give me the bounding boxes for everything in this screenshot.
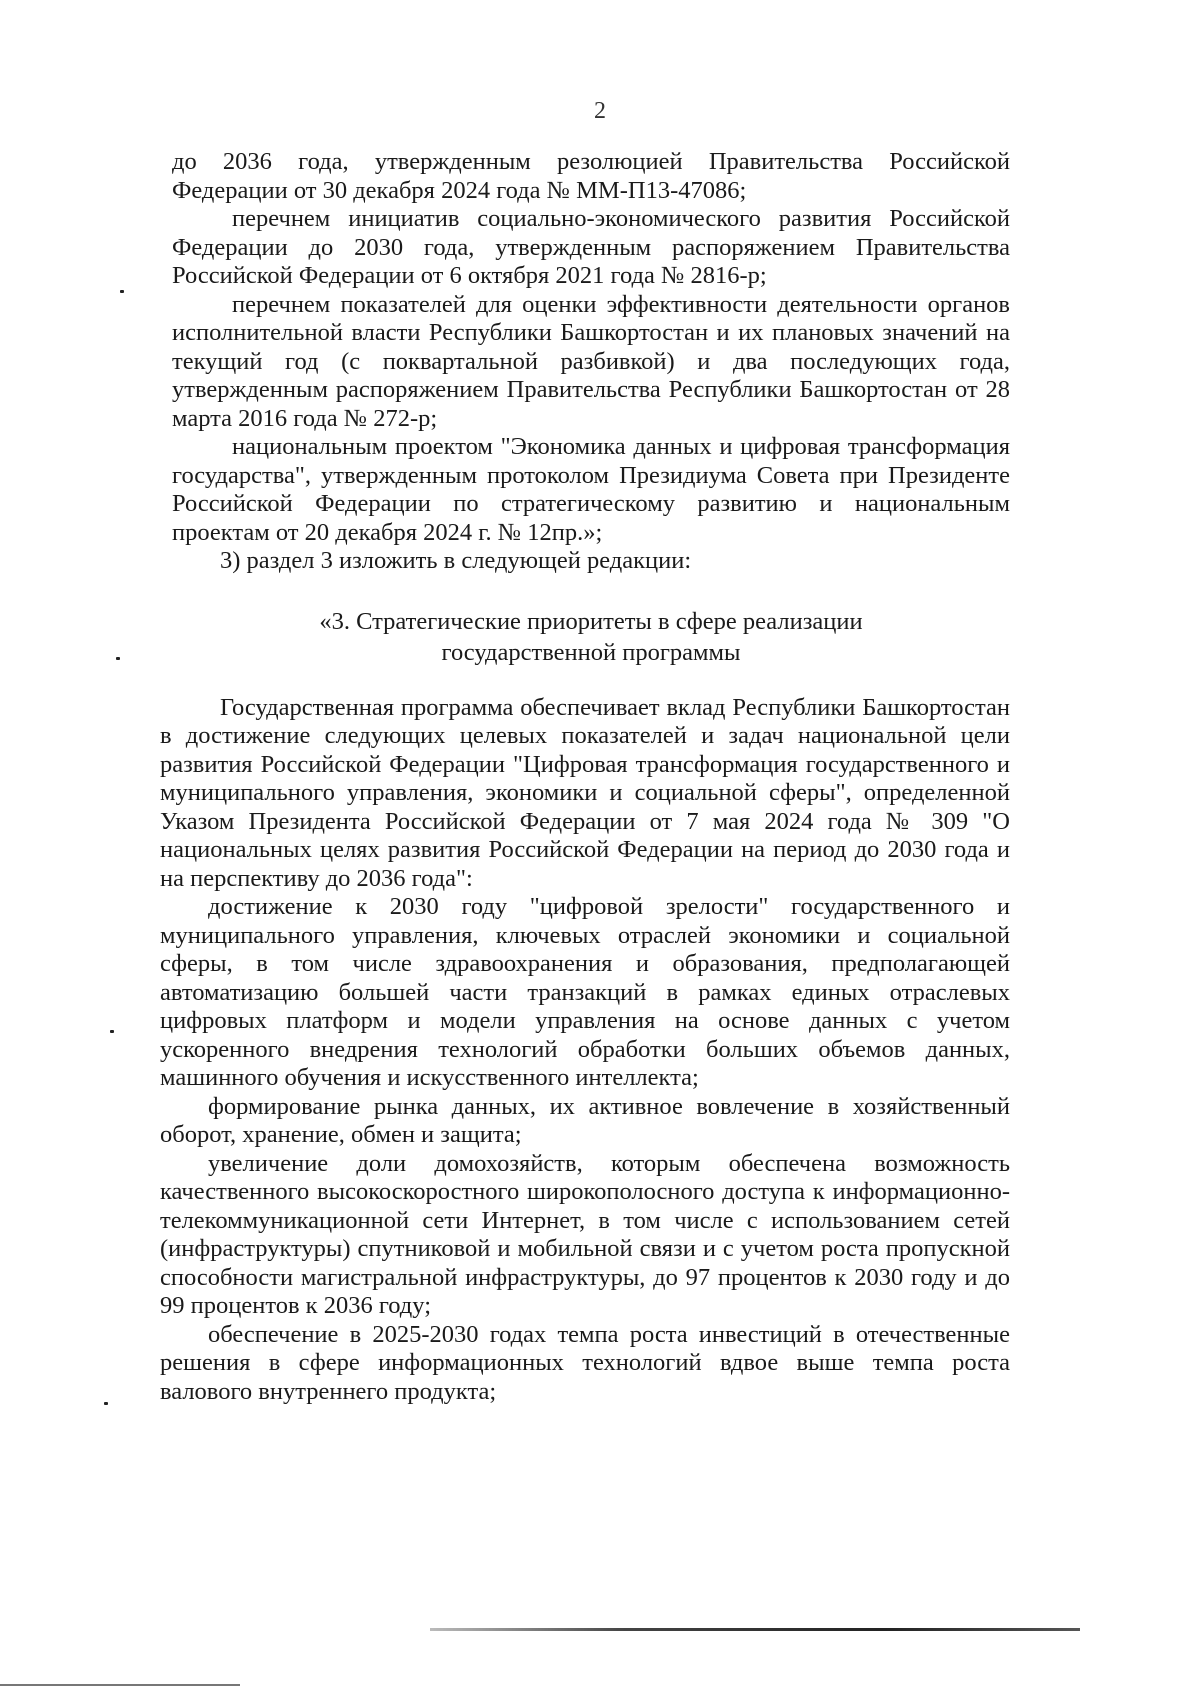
scan-dot-mark xyxy=(120,290,124,293)
scan-dot-mark xyxy=(104,1402,108,1405)
paragraph-digital-maturity: достижение к 2030 году "цифровой зрелости" государственного и муниципального управления, ключевых отраслей экономики и социальной сферы, в том числе здравоохранения и образования, предполагающей автоматизацию большей части транзакций в рамках единых отраслевых цифровых платформ и модели управления на основе данных с учетом ускоренного внедрения технологий обработки больших объемов данных, машинного обучения и искусственного интеллекта; xyxy=(160,893,1010,1091)
scan-edge-line xyxy=(430,1628,1080,1631)
section-title xyxy=(172,606,1010,668)
document-body xyxy=(160,148,1010,1406)
paragraph-initiatives-list: перечнем инициатив социально-экономического развития Российской Федерации до 2030 года, утвержденным распоряжением Правительства Российской Федерации от 6 октября 2021 года № 2816-р; xyxy=(172,205,1010,289)
paragraph-amendment-instruction: 3) раздел 3 изложить в следующей редакции: xyxy=(220,547,692,574)
scan-edge-line-bottom xyxy=(0,1684,240,1686)
scan-dot-mark xyxy=(110,1030,114,1033)
section-title-line-1: «3. Стратегические приоритеты в сфере реализации xyxy=(319,607,863,635)
paragraph-program-contribution: Государственная программа обеспечивает вклад Республики Башкортостан в достижение следующих целевых показателей и задач национальной цели развития Российской Федерации "Цифровая трансформация государственного и муниципального управления, экономики и социальной сферы", определенной Указом Президента Российской Федерации от 7 мая 2024 года № 309 "О национальных целях развития Российской Федерации на период до 2030 года и на перспективу до 2036 года": xyxy=(160,693,1010,892)
section-content xyxy=(160,694,1010,1407)
paragraph-data-market: формирование рынка данных, их активное вовлечение в хозяйственный оборот, хранение, обмен и защита; xyxy=(160,1092,1010,1148)
paragraph-national-project: национальным проектом "Экономика данных и цифровая трансформация государства", утвержденным протоколом Президиума Совета при Президенте Российской Федерации по стратегическому развитию и национальным проектам от 20 декабря 2024 г. № 12пр.»; xyxy=(172,433,1010,546)
page-number: 2 xyxy=(594,98,606,124)
paragraph-indicators-list: перечнем показателей для оценки эффективности деятельности органов исполнительной власти Республики Башкортостан и их плановых значений на текущий год (с поквартальной разбивкой) и два последующих года, утвержденным распоряжением Правительства Республики Башкортостан от 28 марта 2016 года № 272-р; xyxy=(172,290,1010,432)
paragraph-it-investment: обеспечение в 2025-2030 годах темпа роста инвестиций в отечественные решения в сфере информационных технологий вдвое выше темпа роста валового внутреннего продукта; xyxy=(160,1320,1010,1405)
paragraph-continuation: до 2036 года, утвержденным резолюцией Правительства Российской Федерации от 30 декабря 2024 года № ММ-П13-47086; xyxy=(172,148,1010,204)
paragraph-broadband-access: увеличение доли домохозяйств, которым обеспечена возможность качественного высокоскоростного широкополосного доступа к информационно-телекоммуникационной сети Интернет, в том числе с использованием сетей (инфраструктуры) спутниковой и мобильной связи и с учетом роста пропускной способности магистральной инфраструктуры, до 97 процентов к 2030 году и до 99 процентов к 2036 году; xyxy=(160,1149,1010,1319)
section-title-line-2: государственной программы xyxy=(441,638,741,666)
scan-dot-mark xyxy=(116,657,120,660)
